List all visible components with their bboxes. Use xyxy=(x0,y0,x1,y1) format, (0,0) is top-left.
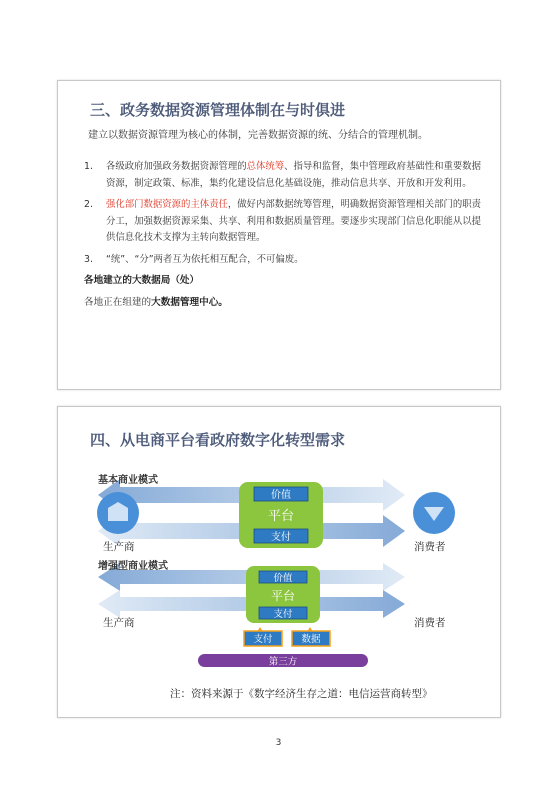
slide-ecommerce xyxy=(57,406,501,718)
platform-label: 平台 xyxy=(267,509,295,524)
price-label: 价值 xyxy=(273,573,293,584)
list-item-3 xyxy=(84,252,484,269)
slide-intro: 建立以数据资源管理为核心的体制，完善数据资源的统、分结合的管理机制。 xyxy=(88,130,428,141)
item-text: “统”、“分”两者互为依托相互配合，不可偏废。 xyxy=(106,253,304,265)
list-item-2 xyxy=(84,197,484,247)
list-item-1 xyxy=(84,159,484,192)
consumer-icon xyxy=(413,492,455,534)
price-label: 价值 xyxy=(271,490,291,501)
data-label: 数据 xyxy=(301,634,321,645)
page-number: 3 xyxy=(275,738,282,748)
third-party-label: 第三方 xyxy=(268,656,298,668)
slide-title: 四、从电商平台看政府数字化转型需求 xyxy=(90,431,346,449)
item-highlight: 强化部门数据资源的主体责任 xyxy=(106,199,228,210)
producer-label: 生产商 xyxy=(103,617,135,629)
basic-model-label: 基本商业模式 xyxy=(98,475,158,486)
producer-label: 生产商 xyxy=(103,541,135,553)
payment-label: 支付 xyxy=(273,609,293,620)
item-number: 2. xyxy=(84,199,93,210)
item-list xyxy=(84,159,484,311)
producer-icon xyxy=(97,492,139,534)
plain-line xyxy=(84,295,484,312)
third-party-flows xyxy=(244,631,330,646)
payment-label: 支付 xyxy=(271,532,291,543)
slide-title: 三、政务数据资源管理体制在与时俱进 xyxy=(90,101,346,119)
bold-line: 各地建立的大数据局（处） xyxy=(84,275,200,286)
item-highlight: 总体统筹 xyxy=(246,161,285,172)
third-party-bar xyxy=(198,654,368,668)
consumer-label: 消费者 xyxy=(414,541,446,553)
source-caption: 注：资料来源于《数字经济生存之道：电信运营商转型》 xyxy=(170,688,433,700)
platform-box xyxy=(239,482,323,548)
item-number: 3. xyxy=(84,253,93,265)
enhanced-model-label: 增强型商业模式 xyxy=(98,561,168,572)
pay-label: 支付 xyxy=(253,634,273,645)
item-text: ，做好内部数据统筹管理，明确数据资源管理相关部门的职责分工，加强数据资源采集、共享、利用和数据质量管理。要逐步实现部门信息化职能从以提供信息化技术支撑为主转向数据管理。 xyxy=(106,199,482,243)
item-number: 1. xyxy=(84,161,93,172)
slide-governance xyxy=(57,80,501,390)
line-text: 各地正在组建的 xyxy=(84,296,152,308)
platform-label: 平台 xyxy=(270,589,296,603)
platform-box xyxy=(246,566,320,623)
consumer-label: 消费者 xyxy=(414,617,446,629)
line-bold-text: 大数据管理中心。 xyxy=(151,296,228,308)
item-text: 、指导和监督，集中管理政府基础性和重要数据资源，制定政策、标准，集约化建设信息化基础设施，推动信息共享、开放和开发利用。 xyxy=(106,161,482,189)
item-text: 各级政府加强政务数据资源管理的 xyxy=(106,161,247,172)
